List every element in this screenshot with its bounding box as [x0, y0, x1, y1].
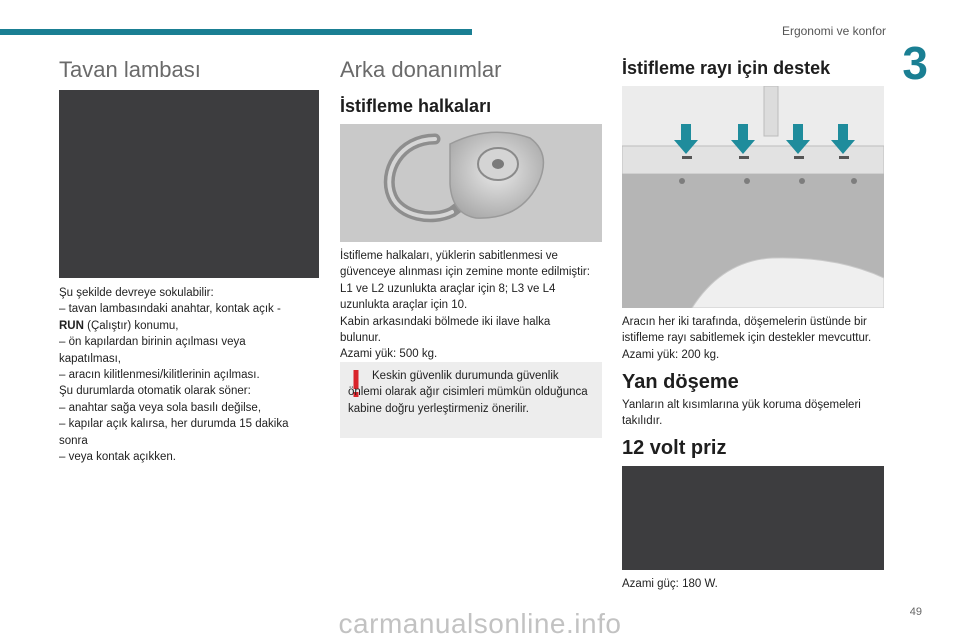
- chapter-number: 3: [902, 37, 928, 89]
- text-line: uzunlukta araçlar için 10.: [340, 299, 468, 312]
- text-line: Azami güç: 180 W.: [622, 578, 718, 590]
- text-line: güvenceye alınması için zemine monte edilmiştir:: [340, 266, 590, 279]
- text-line: Yanların alt kısımlarına yük koruma döşemeleri: [622, 399, 861, 411]
- 12v-socket-image: [622, 466, 884, 570]
- chapter-accent-bar: [0, 29, 472, 35]
- section-title-ceiling-lamp: Tavan lambası: [59, 57, 201, 82]
- stowing-rail-image: [622, 86, 884, 308]
- text-line: – kapılar açık kalırsa, her durumda 15 dakika: [59, 418, 289, 431]
- warning-box: [340, 362, 602, 438]
- stowing-ring-illustration: [340, 124, 602, 242]
- text-line: – veya kontak açıkken.: [59, 451, 176, 464]
- text-line: bulunur.: [340, 332, 381, 345]
- text-line: İstifleme halkaları, yüklerin sabitlenmesi ve: [340, 250, 558, 262]
- text-line: L1 ve L2 uzunlukta araçlar için 8; L3 ve L4: [340, 282, 556, 295]
- warning-text: Keskin güvenlik durumunda güvenlik önlemi olarak ağır cisimleri mümkün olduğunca kabine doğru yerleştirmeniz önerilir.: [348, 370, 588, 415]
- side-trim-text: [622, 397, 888, 430]
- subsection-title-stowing-rings: İstifleme halkaları: [340, 96, 492, 116]
- text-line: istifleme rayı sabitlemek için destekler mevcuttur.: [622, 332, 872, 345]
- 12v-socket-text: [622, 576, 884, 592]
- text-line: Aracın her iki tarafında, döşemelerin üstünde bir: [622, 316, 867, 328]
- text-line: Kabin arkasındaki bölmede iki ilave halka: [340, 315, 551, 328]
- stowing-rail-text: [622, 314, 888, 363]
- section-title-rear-equipment: Arka donanımlar: [340, 57, 502, 82]
- watermark: carmanualsonline.info: [338, 608, 622, 639]
- text-line: kapatılması,: [59, 352, 121, 365]
- text-line: Şu durumlarda otomatik olarak söner:: [59, 385, 251, 398]
- stowing-rings-text: [340, 248, 604, 363]
- text-line: Azami yük: 500 kg.: [340, 348, 438, 361]
- ceiling-lamp-text: [59, 285, 321, 465]
- stowing-rail-illustration: [622, 86, 884, 308]
- text-line: – tavan lambasındaki anahtar, kontak açık -: [59, 303, 281, 316]
- text-line: takılıdır.: [622, 415, 663, 428]
- text-line: Azami yük: 200 kg.: [622, 348, 720, 361]
- text-line: sonra: [59, 434, 88, 447]
- page-number: 49: [909, 606, 922, 618]
- ceiling-lamp-image: [59, 90, 319, 278]
- text-line: RUN (Çalıştır) konumu,: [59, 319, 179, 332]
- run-label: RUN: [59, 319, 84, 332]
- chapter-title: Ergonomi ve konfor: [781, 24, 886, 38]
- text-line: – ön kapılardan birinin açılması veya: [59, 336, 246, 349]
- text-line: Şu şekilde devreye sokulabilir:: [59, 287, 214, 299]
- text-line: – anahtar sağa veya sola basılı değilse,: [59, 401, 262, 414]
- text-line: – aracın kilitlenmesi/kilitlerinin açılması.: [59, 369, 260, 382]
- stowing-ring-image: [340, 124, 602, 242]
- section-title-side-trim: Yan döşeme: [622, 371, 739, 393]
- section-title-12v-socket: 12 volt priz: [622, 437, 727, 459]
- section-title-stowing-rail: İstifleme rayı için destek: [622, 58, 831, 78]
